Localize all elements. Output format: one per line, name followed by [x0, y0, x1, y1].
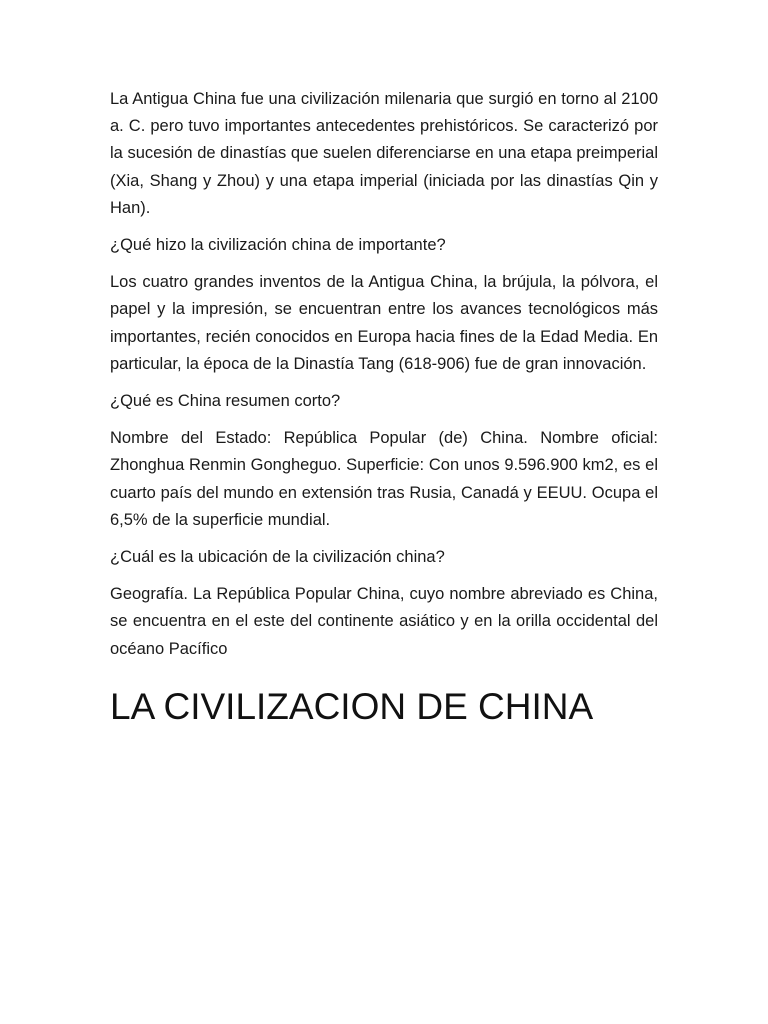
question-importance: ¿Qué hizo la civilización china de importante? — [110, 236, 446, 255]
paragraph-intro: La Antigua China fue una civilización milenaria que surgió en torno al 2100 a. C. pero tuvo importantes antecedentes prehistóricos. Se caracterizó por la sucesión de dinastías que suelen diferenciarse en una etapa preimperial (Xia, Shang y Zhou) y una etapa imperial (iniciada por las dinastías Qin y Han). — [110, 90, 658, 217]
paragraph-geography: Geografía. La República Popular China, cuyo nombre abreviado es China, se encuentra en el este del continente asiático y en la orilla occidental del océano Pacífico — [110, 585, 658, 658]
document-heading: LA CIVILIZACION DE CHINA — [110, 685, 594, 727]
question-summary: ¿Qué es China resumen corto? — [110, 392, 341, 411]
document-page — [110, 86, 658, 729]
question-location: ¿Cuál es la ubicación de la civilización china? — [110, 548, 445, 567]
paragraph-inventions: Los cuatro grandes inventos de la Antigua China, la brújula, la pólvora, el papel y la impresión, se encuentran entre los avances tecnológicos más importantes, recién conocidos en Europa hacia fines de la Edad Media. En particular, la época de la Dinastía Tang (618-906) fue de gran innovación. — [110, 273, 658, 373]
paragraph-state: Nombre del Estado: República Popular (de) China. Nombre oficial: Zhonghua Renmin Gongheguo. Superficie: Con unos 9.596.900 km2, es el cuarto país del mundo en extensión tras Rusia, Canadá y EEUU. Ocupa el 6,5% de la superficie mundial. — [110, 429, 658, 529]
